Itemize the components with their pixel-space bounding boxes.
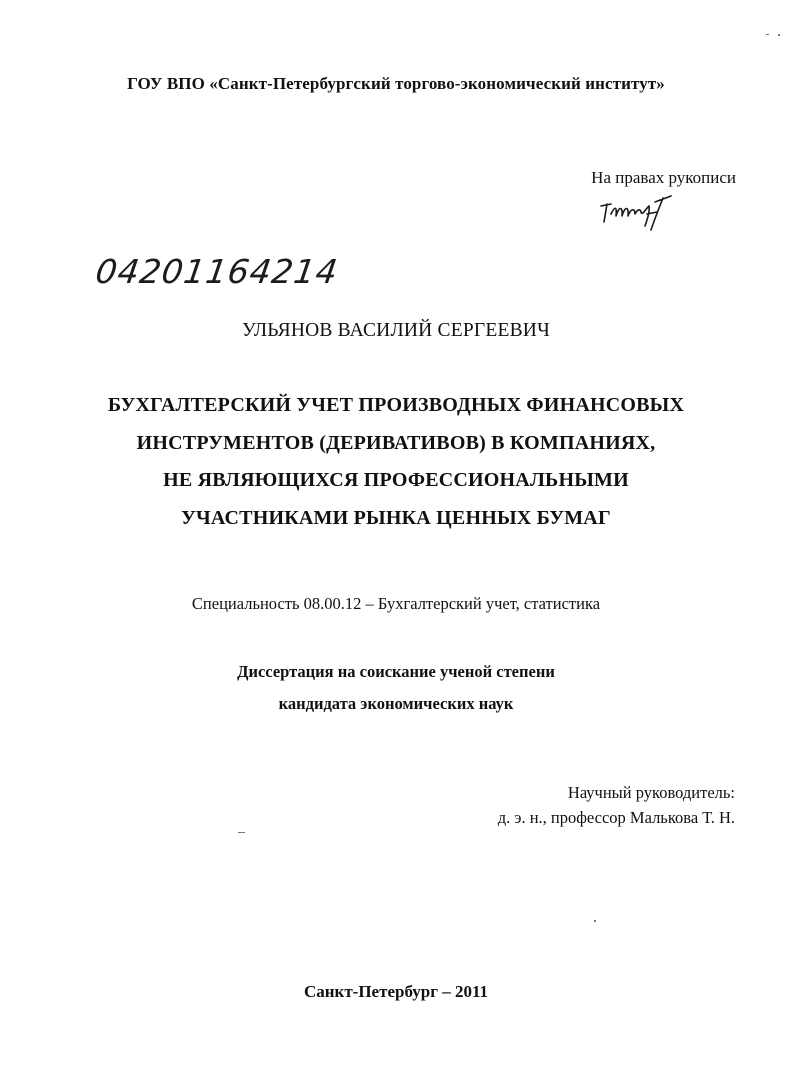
degree-line: кандидата экономических наук xyxy=(278,694,514,713)
supervisor-name: д. э. н., профессор Малькова Т. Н. xyxy=(497,808,735,827)
supervisor-label: Научный руководитель: xyxy=(567,783,735,802)
degree-line: Диссертация на соискание ученой степени xyxy=(237,662,555,681)
author-name: УЛЬЯНОВ ВАСИЛИЙ СЕРГЕЕВИЧ xyxy=(242,320,550,341)
specialty-line: Специальность 08.00.12 – Бухгалтерский учет, статистика xyxy=(191,594,601,613)
institution-header: ГОУ ВПО «Санкт-Петербургский торгово-экономический институт» xyxy=(127,74,665,93)
scan-speck xyxy=(238,832,245,833)
title-line: ИНСТРУМЕНТОВ (ДЕРИВАТИВОВ) В КОМПАНИЯХ, xyxy=(136,431,656,454)
title-line: НЕ ЯВЛЯЮЩИХСЯ ПРОФЕССИОНАЛЬНЫМИ xyxy=(163,469,629,491)
manuscript-rights-label: На правах рукописи xyxy=(591,168,736,187)
dissertation-title xyxy=(0,387,792,537)
title-line: БУХГАЛТЕРСКИЙ УЧЕТ ПРОИЗВОДНЫХ ФИНАНСОВЫХ xyxy=(107,394,685,416)
title-line: УЧАСТНИКАМИ РЫНКА ЦЕННЫХ БУМАГ xyxy=(181,506,611,529)
signature-icon xyxy=(597,192,679,237)
scan-speck xyxy=(766,34,769,35)
city-year: Санкт-Петербург – 2011 xyxy=(303,982,489,1001)
degree-statement xyxy=(0,656,792,720)
scan-speck xyxy=(594,920,596,922)
supervisor-block xyxy=(498,780,735,830)
scan-speck xyxy=(778,34,780,36)
handwritten-registration-number: 04201164214 xyxy=(93,252,341,291)
